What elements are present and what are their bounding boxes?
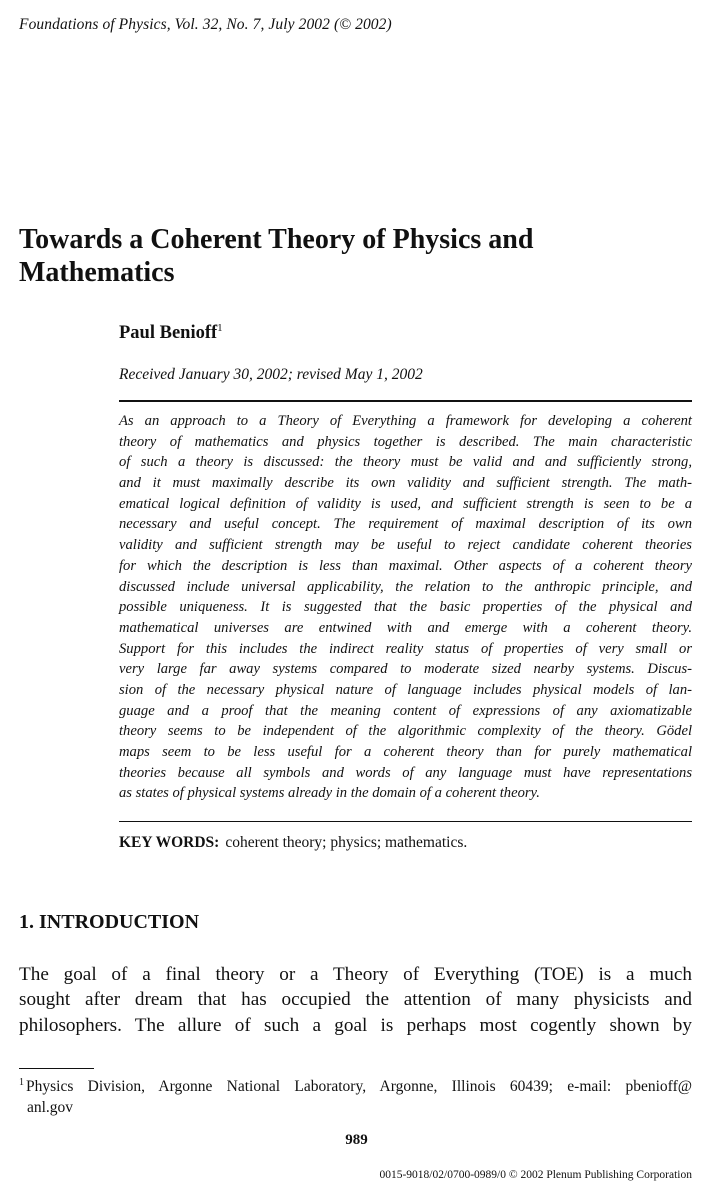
footnote: [19, 1076, 692, 1118]
abstract-line: necessary and useful concept. The requirement of maximal description of its own: [119, 516, 692, 533]
author-text: Paul Benioff: [119, 323, 218, 343]
abstract-line: ematical logical definition of validity is used, and sufficient strength is seen to be a: [119, 495, 692, 512]
body-line: philosophers. The allure of such a goal is perhaps most cogently shown by: [19, 1014, 692, 1036]
abstract-line: As an approach to a Theory of Everything a framework for developing a coherent: [119, 413, 692, 429]
title-line-1: Towards a Coherent Theory of Physics and: [19, 224, 534, 255]
author-footnote-mark: 1: [217, 321, 223, 334]
abstract-line: mathematical universes are entwined with and emerge with a coherent theory.: [119, 619, 692, 636]
abstract-line: and it must maximally describe its own validity and sufficient strength. The math-: [119, 475, 692, 492]
keywords-label: KEY WORDS:: [119, 834, 220, 851]
abstract-line: guage and a proof that the meaning content of expressions of any axiomatizable: [119, 702, 692, 719]
abstract-line: possible uniqueness. It is suggested that the basic properties of the physical and: [119, 599, 692, 616]
page-number: 989: [345, 1132, 368, 1148]
footnote-rule: [19, 1068, 94, 1069]
copyright-line: 0015-9018/02/0700-0989/0 © 2002 Plenum Publishing Corporation: [379, 1169, 692, 1181]
abstract-bottom-rule: [119, 821, 692, 822]
footnote-text: Physics Division, Argonne National Laboratory, Argonne, Illinois 60439; e-mail: pbenioff@: [26, 1078, 692, 1095]
abstract-line: of such a theory is discussed: the theory must be valid and and sufficiently strong,: [119, 454, 692, 471]
abstract: [119, 411, 692, 804]
received-date: Received January 30, 2002; revised May 1, 2002: [119, 366, 423, 383]
footnote-mark: 1: [19, 1076, 24, 1088]
footnote-line-2: anl.gov: [27, 1099, 74, 1116]
abstract-line: theory seems to be independent of the algorithmic complexity of the theory. Gödel: [119, 723, 692, 740]
body-line: sought after dream that has occupied the attention of many physicists and: [19, 989, 692, 1011]
keywords-value: coherent theory; physics; mathematics.: [225, 834, 468, 851]
abstract-top-rule: [119, 400, 692, 402]
abstract-line: theories because all symbols and words of any language must have representations: [119, 764, 692, 781]
author-name: [119, 323, 223, 344]
abstract-line: as states of physical systems already in the domain of a coherent theory.: [119, 785, 540, 802]
abstract-line: Support for this includes the indirect reality status of properties of very small or: [119, 640, 692, 657]
footnote-line-1: [19, 1076, 692, 1097]
keywords: [119, 834, 467, 852]
abstract-line: for which the description is less than maximal. Other aspects of a coherent theory: [119, 557, 692, 574]
abstract-line: maps seem to be less useful for a coherent theory than for purely mathematical: [119, 744, 692, 760]
abstract-line: validity and sufficient strength may be useful to reject candidate coherent theories: [119, 537, 692, 554]
abstract-line: very large far away systems compared to moderate sized nearby systems. Discus-: [119, 661, 692, 678]
journal-header: Foundations of Physics, Vol. 32, No. 7, July 2002 (© 2002): [19, 16, 392, 33]
abstract-line: theory of mathematics and physics together is described. The main characteristic: [119, 433, 692, 450]
title-line-2: Mathematics: [19, 257, 175, 288]
body-line: The goal of a final theory or a Theory of Everything (TOE) is a much: [19, 964, 692, 985]
abstract-line: sion of the necessary physical nature of language includes physical models of lan-: [119, 681, 692, 698]
abstract-line: discussed include universal applicability, the relation to the anthropic principle, and: [119, 578, 692, 595]
section-heading: 1. INTRODUCTION: [19, 911, 200, 933]
article-title: [19, 223, 639, 289]
body-text: [19, 962, 692, 1038]
